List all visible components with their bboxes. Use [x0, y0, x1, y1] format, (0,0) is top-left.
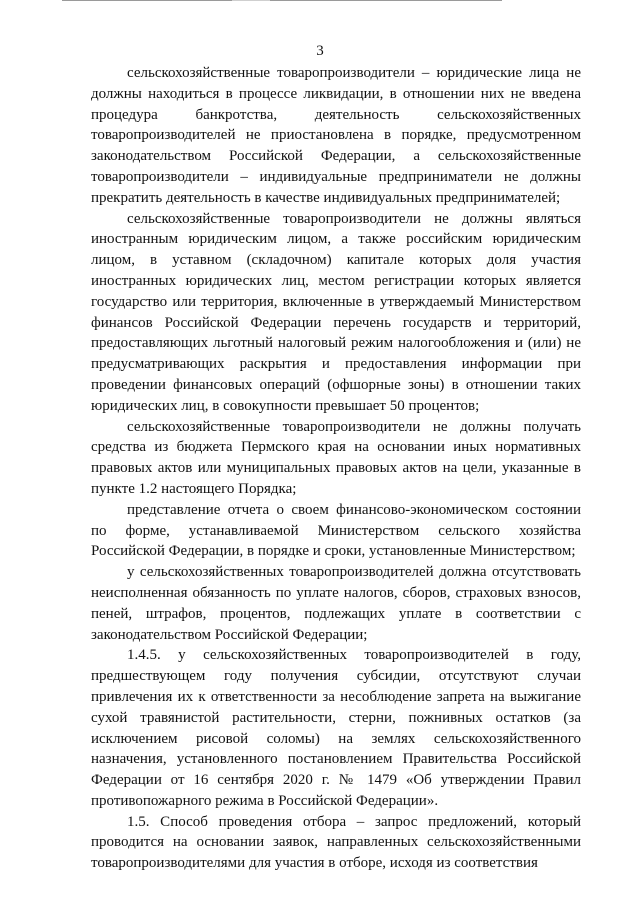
document-body [91, 63, 581, 874]
paragraph-tax-obligations: у сельскохозяйственных товаропроизводителей должна отсутствовать неисполненная обязанность по уплате налогов, сборов, страховых взносов, пеней, штрафов, процентов, подлежащих уплате в соответствии с законодательством Российской Федерации; [91, 564, 581, 643]
paragraph-clause-1-5: 1.5. Способ проведения отбора – запрос предложений, который проводится на основании заявок, направленных сельскохозяйственными товаропроизводителями для участия в отборе, исходя из соответствия [91, 813, 581, 872]
top-scan-rule [62, 0, 502, 1]
paragraph-clause-1-4-5: 1.4.5. у сельскохозяйственных товаропроизводителей в году, предшествующем году получения субсидии, отсутствуют случаи привлечения их к ответственности за несоблюдение запрета на выжигание сухой травянистой растительности, стерни, пожнивных остатков (за исключением рисовой соломы) на землях сельскохозяйственного назначения, установленного постановлением Правительства Российской Федерации от 16 сентября 2020 г. № 1479 «Об утверждении Правил противопожарного режима в Российской Федерации». [91, 647, 581, 809]
top-scan-mark [232, 0, 270, 1]
paragraph-foreign-entities: сельскохозяйственные товаропроизводители не должны являться иностранным юридическим лицом, а также российским юридическим лицом, в уставном (складочном) капитале которых доля участия иностранных юридических лиц, местом регистрации которых является государство или территория, включенные в утверждаемый Министерством финансов Российской Федерации перечень государств и территорий, предоставляющих льготный налоговый режим налогообложения и (или) не предусматривающих раскрытия и предоставления информации при проведении финансовых операций (офшорные зоны) в отношении таких юридических лиц, в совокупности превышает 50 процентов; [91, 210, 581, 414]
paragraph-budget-funds: сельскохозяйственные товаропроизводители не должны получать средства из бюджета Пермского края на основании иных нормативных правовых актов или муниципальных правовых актов на цели, указанные в пункте 1.2 настоящего Порядка; [91, 418, 581, 497]
page-number: 3 [316, 43, 324, 59]
paragraph-legal-entities-status: сельскохозяйственные товаропроизводители – юридические лица не должны находиться в процессе ликвидации, в отношении них не введена процедура банкротства, деятельность сельскохозяйственных товаропроизводителей не приостановлена в порядке, предусмотренном законодательством Российской Федерации, а сельскохозяйственные товаропроизводители – индивидуальные предприниматели не должны прекратить деятельность в качестве индивидуальных предпринимателей; [91, 65, 581, 206]
paragraph-financial-report: представление отчета о своем финансово-экономическом состоянии по форме, устанавливаемой Министерством сельского хозяйства Российской Федерации, в порядке и сроки, установленные Министерством; [91, 501, 581, 560]
